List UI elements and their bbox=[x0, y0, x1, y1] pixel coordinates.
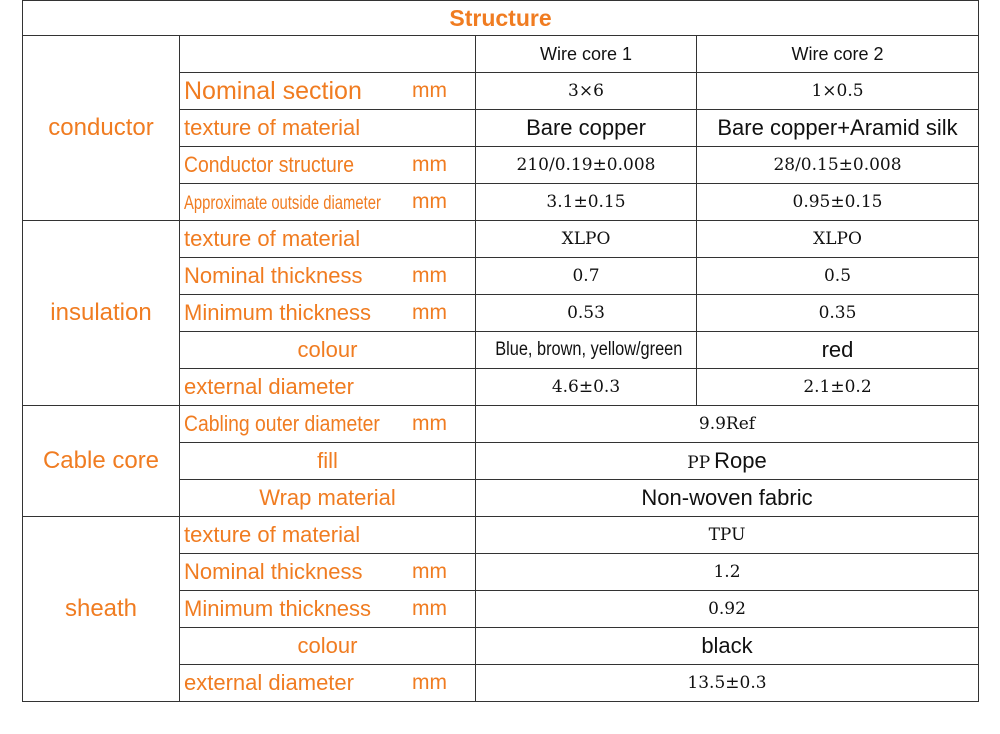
label-text: Minimum thickness bbox=[184, 300, 372, 325]
label-text: texture of material bbox=[184, 226, 361, 251]
group-cable-core: Cable core bbox=[23, 406, 180, 517]
cell-value: 0.35 bbox=[697, 295, 979, 332]
label-text: colour bbox=[297, 633, 358, 658]
row-label-external-diameter bbox=[180, 665, 476, 702]
cell-value: TPU bbox=[476, 517, 979, 554]
label-text: Wrap material bbox=[259, 485, 396, 510]
unit-label: mm bbox=[412, 190, 447, 213]
cell-value: Bare copper bbox=[476, 110, 697, 147]
label-text: colour bbox=[297, 337, 358, 362]
row-label-colour bbox=[180, 332, 476, 369]
cell-value: 3.1±0.15 bbox=[476, 184, 697, 221]
title-row bbox=[23, 1, 979, 36]
label-text: external diameter bbox=[184, 670, 354, 695]
unit-label: mm bbox=[412, 264, 447, 287]
cell-value: black bbox=[476, 628, 979, 665]
label-text: Approximate outside diameter bbox=[184, 193, 381, 214]
structure-table bbox=[22, 0, 979, 702]
label-text: Nominal thickness bbox=[184, 559, 363, 584]
cell-value: 0.95±0.15 bbox=[697, 184, 979, 221]
row-label-texture bbox=[180, 517, 476, 554]
row-label-minimum-thickness bbox=[180, 591, 476, 628]
row-label-minimum-thickness bbox=[180, 295, 476, 332]
row-label-wrap-material bbox=[180, 480, 476, 517]
cell-value: 4.6±0.3 bbox=[476, 369, 697, 406]
unit-label: mm bbox=[412, 301, 447, 324]
cell-value bbox=[476, 443, 979, 480]
cell-value: 0.92 bbox=[476, 591, 979, 628]
header-wire-core-2: Wire core 2 bbox=[697, 36, 979, 73]
fill-value: Rope bbox=[714, 448, 767, 473]
unit-label: mm bbox=[412, 412, 447, 435]
cell-value: red bbox=[697, 332, 979, 369]
cell-value: 13.5±0.3 bbox=[476, 665, 979, 702]
row-label-cabling-outer-diameter bbox=[180, 406, 476, 443]
group-sheath: sheath bbox=[23, 517, 180, 702]
group-conductor: conductor bbox=[23, 36, 180, 221]
cell-value bbox=[476, 332, 697, 369]
label-text: texture of material bbox=[184, 115, 361, 140]
row-label-external-diameter bbox=[180, 369, 476, 406]
cell-value: Non-woven fabric bbox=[476, 480, 979, 517]
cell-value: XLPO bbox=[697, 221, 979, 258]
header-blank bbox=[180, 36, 476, 73]
cell-value: 210/0.19±0.008 bbox=[476, 147, 697, 184]
label-text: texture of material bbox=[184, 522, 361, 547]
row-label-nominal-thickness bbox=[180, 258, 476, 295]
group-insulation: insulation bbox=[23, 221, 180, 406]
cell-value: Bare copper+Aramid silk bbox=[697, 110, 979, 147]
cell-value: 3×6 bbox=[476, 73, 697, 110]
table-row bbox=[23, 221, 979, 258]
cell-value: 0.53 bbox=[476, 295, 697, 332]
table-row bbox=[23, 517, 979, 554]
cell-value: 28/0.15±0.008 bbox=[697, 147, 979, 184]
row-label-texture bbox=[180, 221, 476, 258]
fill-prefix: PP bbox=[687, 453, 711, 473]
cell-value: 1×0.5 bbox=[697, 73, 979, 110]
row-label-nominal-thickness bbox=[180, 554, 476, 591]
table-title: Structure bbox=[23, 1, 979, 36]
row-label-fill bbox=[180, 443, 476, 480]
row-label-texture bbox=[180, 110, 476, 147]
unit-label: mm bbox=[412, 79, 447, 102]
cell-value: 2.1±0.2 bbox=[697, 369, 979, 406]
table-row bbox=[23, 406, 979, 443]
label-text: Minimum thickness bbox=[184, 596, 372, 621]
label-text: Nominal thickness bbox=[184, 263, 363, 288]
row-label-conductor-structure bbox=[180, 147, 476, 184]
header-row bbox=[23, 36, 979, 73]
row-label-outside-diameter bbox=[180, 184, 476, 221]
unit-label: mm bbox=[412, 560, 447, 583]
cell-value: 1.2 bbox=[476, 554, 979, 591]
unit-label: mm bbox=[412, 671, 447, 694]
row-label-colour bbox=[180, 628, 476, 665]
row-label-nominal-section bbox=[180, 73, 476, 110]
cell-value: XLPO bbox=[476, 221, 697, 258]
label-text: fill bbox=[317, 448, 338, 473]
unit-label: mm bbox=[412, 153, 447, 176]
label-text: Conductor structure bbox=[184, 152, 355, 177]
cell-value: 0.5 bbox=[697, 258, 979, 295]
unit-label: mm bbox=[412, 597, 447, 620]
label-text: Nominal section bbox=[184, 76, 362, 105]
cell-value-text: Blue, brown, yellow/green bbox=[495, 339, 683, 360]
label-text: external diameter bbox=[184, 374, 354, 399]
header-wire-core-1: Wire core 1 bbox=[476, 36, 697, 73]
cell-value: 0.7 bbox=[476, 258, 697, 295]
label-text: Cabling outer diameter bbox=[184, 411, 380, 436]
cell-value: 9.9Ref bbox=[476, 406, 979, 443]
